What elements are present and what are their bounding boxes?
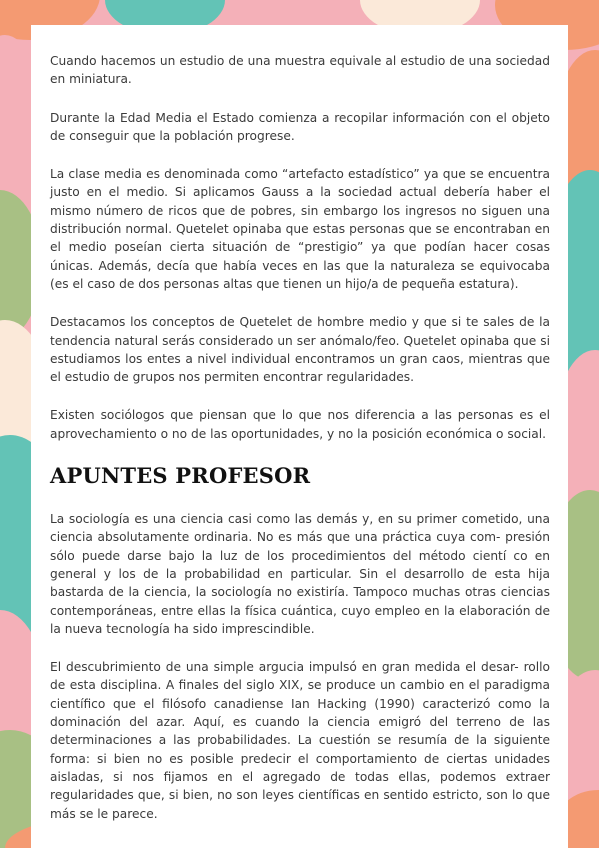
paragraph-edad-media: Durante la Edad Media el Estado comienza a recopilar información con el objeto de conseguir que la población progrese. xyxy=(50,110,550,143)
section-heading: APUNTES PROFESOR xyxy=(50,463,311,489)
paragraph-muestra: Cuando hacemos un estudio de una muestra equivale al estudio de una sociedad en miniatura. xyxy=(50,54,550,87)
paragraph-sociologos: Existen sociólogos que piensan que lo que nos diferencia a las personas es el aprovechamiento o no de las oportunidades, y no la posición económica o social. xyxy=(50,408,550,441)
paragraph-quetelet: Destacamos los conceptos de Quetelet de hombre medio y que si te sales de la tendencia natural serás considerado un ser anómalo/feo. Quetelet opinaba que si estudiamos los entes a nivel individual encontramos un gran caos, mientras que el estudio de grupos nos permiten encontrar regularidades. xyxy=(50,315,550,385)
paragraph-clase-media: La clase media es denominada como “artefacto estadístico” ya que se encuentra justo en el medio. Si aplicamos Gauss a la sociedad actual debería haber el mismo número de ricos que de pobres, sin embargo los ingresos no siguen una distribución normal. Quetelet opinaba que estas personas que se encontraban en el medio poseían cierta situación de “prestigio” ya que podían hacer cosas únicas. Además, decía que había veces en las que la naturaleza se equivocaba (es el caso de dos personas altas que tienen un hijo/a de pequeña estatura). xyxy=(50,167,550,291)
paragraph-descubrimiento: El descubrimiento de una simple argucia impulsó en gran medida el desar- rollo de esta disciplina. A finales del siglo XIX, se produce un cambio en el paradigma científico que el filósofo canadiense Ian Hacking (1990) caracterizó como la dominación del azar. Aquí, es cuando la ciencia emigró del terreno de las determinaciones a las probabilidades. La cuestión se resumía de la siguiente forma: si bien no es posible predecir el comportamiento de ciertas unidades aisladas, si nos fijamos en el agregado de todas ellas, podemos extraer regularidades que, si bien, no son leyes científicas en sentido estricto, son lo que más se le parece. xyxy=(50,660,550,821)
paragraph-sociologia-ciencia: La sociología es una ciencia casi como las demás y, en su primer cometido, una ciencia absolutamente ordinaria. No es más que una práctica cuya com- presión sólo puede darse bajo la luz de los procedimientos del método cientí co en general y los de la probabilidad en particular. Sin el desarrollo de esta hija bastarda de la ciencia, la sociología no existiría. Tampoco muchas otras ciencias contemporáneas, entre ellas la física cuántica, cuyo empleo en la elaboración de la nueva tecnología ha sido imprescindible. xyxy=(50,512,550,636)
document-page xyxy=(31,25,568,848)
